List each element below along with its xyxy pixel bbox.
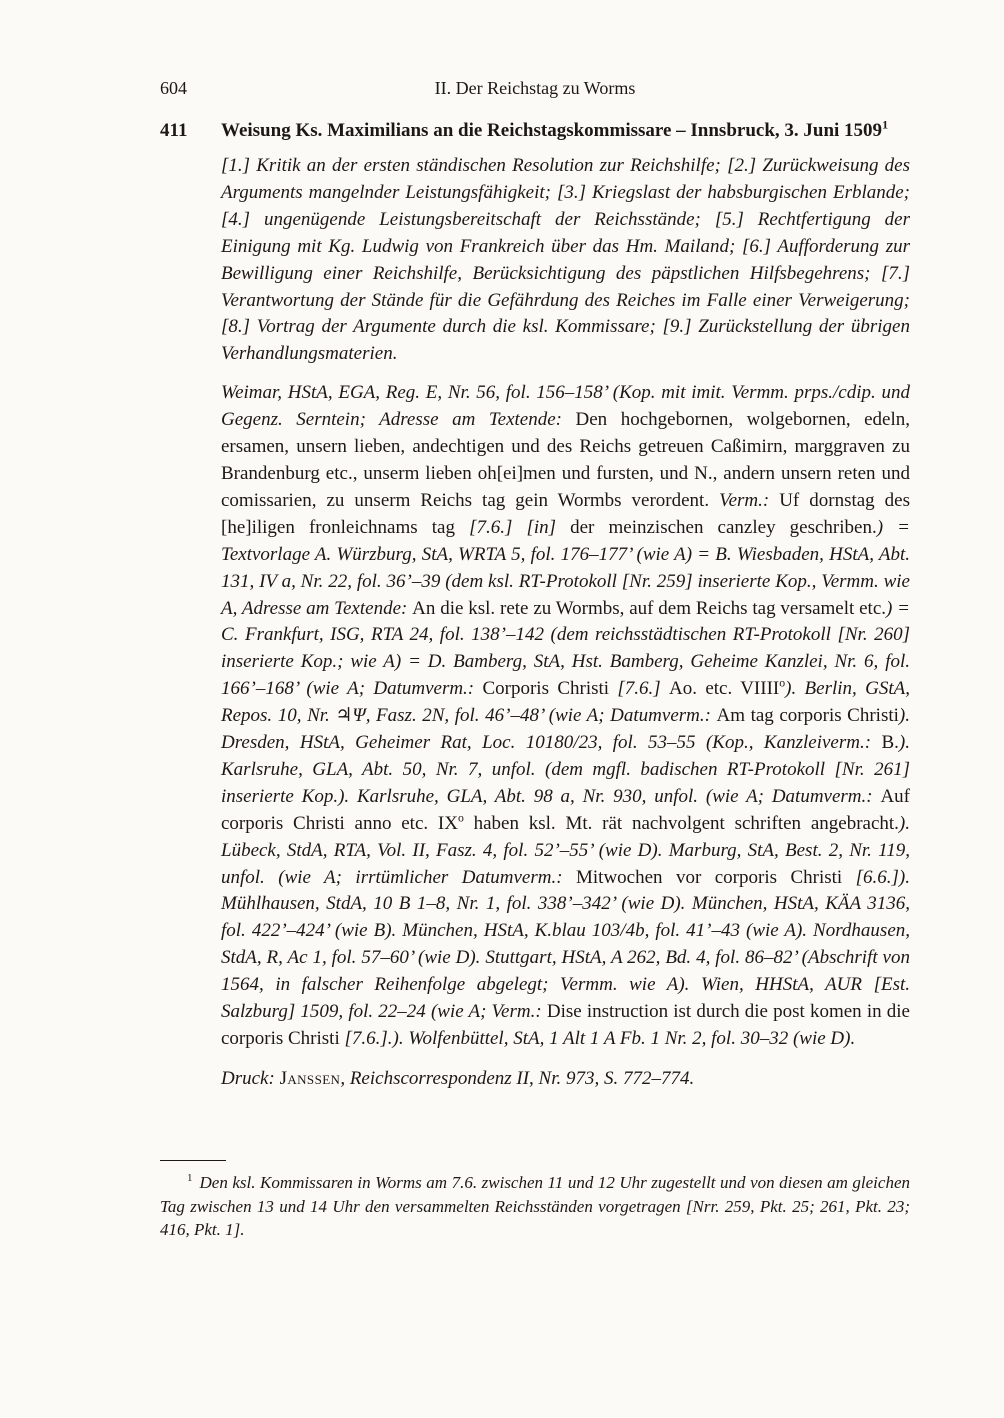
entry-title-text: Weisung Ks. Maximilians an die Reichstagskommissare – Innsbruck, 3. Juni 1509 bbox=[221, 120, 883, 141]
footnote-1 bbox=[160, 1171, 910, 1242]
entry-heading bbox=[160, 119, 910, 143]
print-reference: Druck: Janssen, Reichscorrespondenz II, Nr. 973, S. 772–774. bbox=[221, 1067, 695, 1089]
footnote-section bbox=[160, 1160, 910, 1242]
entry-title bbox=[221, 119, 910, 143]
footnote-text: Den ksl. Kommissaren in Worms am 7.6. zwischen 11 und 12 Uhr zugestellt und von diesen am gleichen Tag zwischen 13 und 14 Uhr den versammelten Reichsständen vorgetragen [Nrr. 259, Pkt. 25; 261, Pkt. 23; 416, Pkt. 1]. bbox=[160, 1173, 910, 1239]
running-head: II. Der Reichstag zu Worms bbox=[434, 78, 636, 98]
entry-footnote-ref: 1 bbox=[882, 117, 889, 132]
footnote-marker: 1 bbox=[187, 1172, 193, 1185]
summary-paragraph: [1.] Kritik an der ersten ständischen Resolution zur Reichshilfe; [2.] Zurückweisung des Arguments mangelnder Leistungsfähigkeit; [3.] Kriegslast der habsburgischen Erblande; [4.] ungenügende Leistungsbereitschaft der Reichsstände; [5.] Rechtfertigung der Einigung mit Kg. Ludwig von Frankreich über das Hm. Mailand; [6.] Aufforderung zur Bewilligung einer Reichshilfe, Berücksichtigung des päpstlichen Hilfsbegehrens; [7.] Verantwortung der Stände für die Gefährdung des Reiches im Falle einer Verweigerung; [8.] Vortrag der Argumente durch die ksl. Kommissare; [9.] Zurückstellung der übrigen Verhandlungsmaterien. bbox=[221, 155, 910, 365]
entry-number: 411 bbox=[160, 120, 188, 141]
page-number: 604 bbox=[160, 78, 187, 98]
page-header bbox=[160, 78, 910, 104]
provenance-paragraph: Weimar, HStA, EGA, Reg. E, Nr. 56, fol. 156–158’ (Kop. mit imit. Vermm. prps./cdip. und Gegenz. Serntein; Adresse am Textende: Den hochgebornen, wolgebornen, edeln, ersamen, unsern lieben, andechtigen und des Reichs getreuen Caßimirn, marggraven zu Brandenburg etc., unserm lieben oh[ei]men und fursten, und N., andern unsern reten und comissarien, zu unserm Reichs tag gein Wormbs verordent. Verm.: Uf dornstag des [he]iligen fronleichnams tag [7.6.] [in] der meinzischen canzley geschriben.) = Textvorlage A. Würzburg, StA, WRTA 5, fol. 176–177’ (wie A) = B. Wiesbaden, HStA, Abt. 131, IV a, Nr. 22, fol. 36’–39 (dem ksl. RT-Protokoll [Nr. 259] inserierte Kop., Vermm. wie A, Adresse am Textende: An die ksl. rete zu Wormbs, auf dem Reichs tag versamelt etc.) = C. Frankfurt, ISG, RTA 24, fol. 138’–142 (dem reichsstädtischen RT-Protokoll [Nr. 260] inserierte Kop.; wie A) = D. Bamberg, StA, Hst. Bamberg, Geheime Kanzlei, Nr. 6, fol. 166’–168’ (wie A; Datumverm.: Corporis Christi [7.6.] Ao. etc. VIIII$^o$). Berlin, GStA, Repos. 10, Nr. ♃Ψ, Fasz. 2N, fol. 46’–48’ (wie A; Datumverm.: Am tag corporis Christi). Dresden, HStA, Geheimer Rat, Loc. 10180/23, fol. 53–55 (Kop., Kanzleiverm.: B.). Karlsruhe, GLA, Abt. 50, Nr. 7, unfol. (dem mgfl. badischen RT-Protokoll [Nr. 261] inserierte Kop.). Karlsruhe, GLA, Abt. 98 a, Nr. 930, unfol. (wie A; Datumverm.: Auf corporis Christi anno etc. $IX^o$ haben ksl. Mt. rät nachvolgent schriften angebracht.). Lübeck, StdA, RTA, Vol. II, Fasz. 4, fol. 52’–55’ (wie D). Marburg, StA, Best. 2, Nr. 119, unfol. (wie A; irrtümlicher Datumverm.: Mitwochen vor corporis Christi [6.6.]). Mühlhausen, StdA, 10 B 1–8, Nr. 1, fol. 338’–342’ (wie D). München, HStA, KÄA 3136, fol. 422’–424’ (wie B). München, HStA, K.blau 103/4b, fol. 41’–43 (wie A). Nordhausen, StdA, R, Ac 1, fol. 57–60’ (wie D). Stuttgart, HStA, A 262, Bd. 4, fol. 86–82’ (Abschrift von 1564, in falscher Reihenfolge abgelegt; Vermm. wie A). Wien, HHStA, AUR [Est. Salzburg] 1509, fol. 22–24 (wie A; Verm.: Dise instruction ist durch die post komen in die corporis Christi [7.6.].). Wolfenbüttel, StA, 1 Alt 1 A Fb. 1 Nr. 2, fol. 30–32 (wie D). bbox=[221, 382, 911, 1049]
entry-411 bbox=[160, 119, 910, 1093]
footnote-divider bbox=[160, 1160, 226, 1161]
